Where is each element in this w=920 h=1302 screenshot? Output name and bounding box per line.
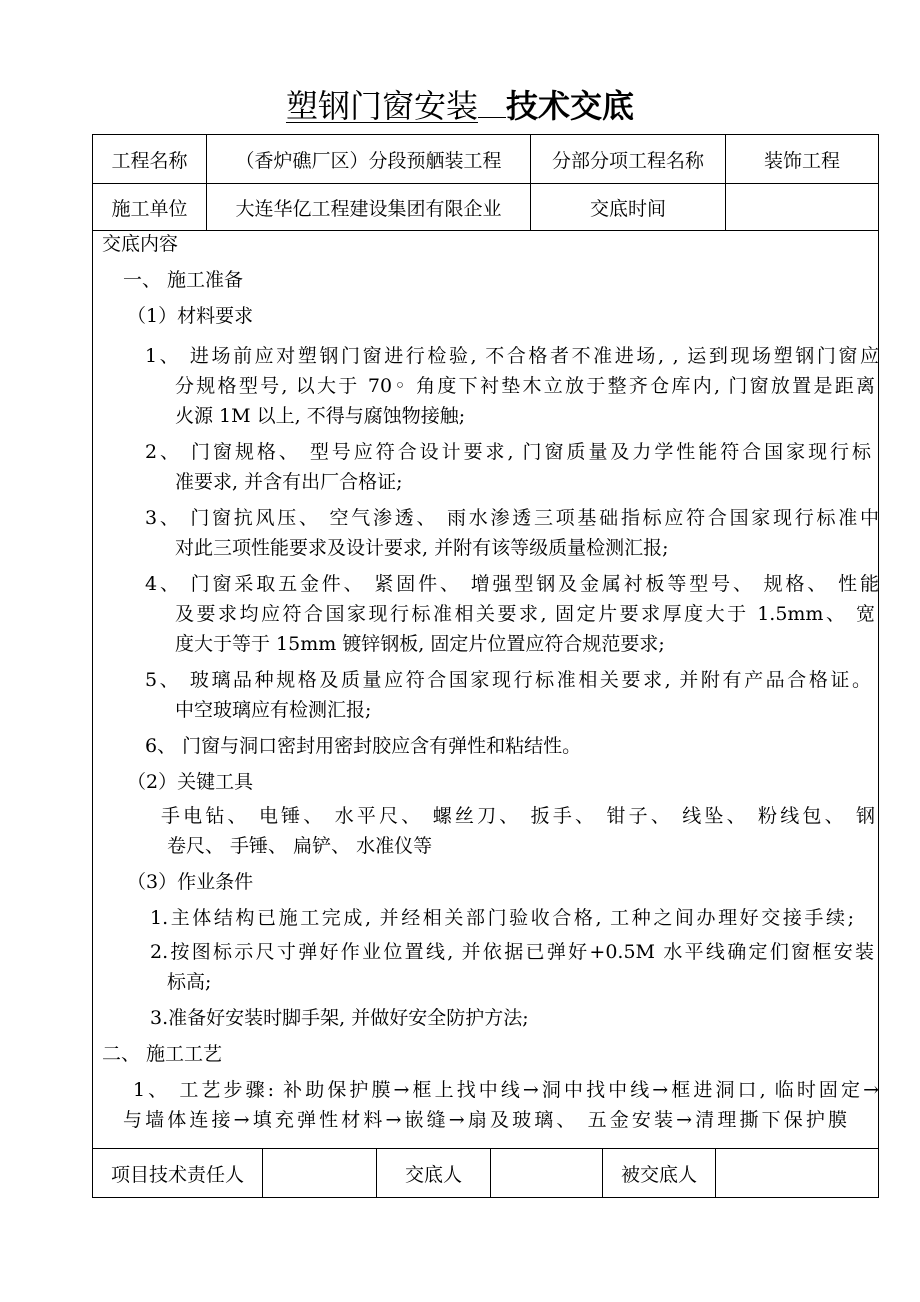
subsection-heading: （1）材料要求 xyxy=(127,305,254,327)
paragraph-line: 度大于等于 15mm 镀锌钢板, 固定片位置应符合规范要求; xyxy=(175,633,665,655)
subsection-heading: （3）作业条件 xyxy=(127,871,254,893)
content-heading: 交底内容 xyxy=(102,233,179,255)
paragraph-line: 5、 玻璃品种规格及质量应符合国家现行标准相关要求, 并附有产品合格证。 xyxy=(145,669,871,691)
paragraph-line: 中空玻璃应有检测汇报; xyxy=(175,699,372,721)
paragraph-line: 手电钻、 电锤、 水平尺、 螺丝刀、 扳手、 钳子、 线坠、 粉线包、 钢 xyxy=(161,805,875,827)
paragraph-line: 火源 1M 以上, 不得与腐蚀物接触; xyxy=(175,405,466,427)
paragraph-line: 及要求均应符合国家现行标准相关要求, 固定片要求厚度大于 1.5mm、 宽 xyxy=(175,603,875,625)
title-part2: 技术交底 xyxy=(506,87,635,125)
document-title xyxy=(0,84,920,128)
project-name-label: 工程名称 xyxy=(111,149,188,172)
row-divider xyxy=(93,230,878,231)
paragraph-line: 3、 门窗抗风压、 空气渗透、 雨水渗透三项基础指标应符合国家现行标准中 xyxy=(145,507,879,529)
paragraph-line: 4、 门窗采取五金件、 紧固件、 增强型钢及金属衬板等型号、 规格、 性能 xyxy=(145,573,879,595)
paragraph-line: 1、 工艺步骤: 补助保护膜→框上找中线→洞中找中线→框进洞口, 临时固定→ xyxy=(133,1079,879,1101)
date-label: 交底时间 xyxy=(589,197,666,220)
paragraph-line: 对此三项性能要求及设计要求, 并附有该等级质量检测汇报; xyxy=(175,537,669,559)
discloser-label: 交底人 xyxy=(404,1164,462,1186)
paragraph-line: 1.主体结构已施工完成, 并经相关部门验收合格, 工种之间办理好交接手续; xyxy=(150,907,854,929)
paragraph-line: 2.按图标示尺寸弹好作业位置线, 并依据已弹好+0.5M 水平线确定们窗框安装 xyxy=(150,941,874,963)
tech-lead-value xyxy=(263,1149,376,1198)
date-value xyxy=(726,184,878,230)
title-part1: 塑钢门窗安装 xyxy=(285,87,478,125)
disclosure-table xyxy=(92,134,879,1198)
paragraph-line: 标高; xyxy=(167,971,212,993)
receiver-value xyxy=(716,1149,878,1198)
paragraph-line: 3.准备好安装时脚手架, 并做好安全防护方法; xyxy=(150,1007,529,1029)
paragraph-line: 卷尺、 手锤、 扁铲、 水准仪等 xyxy=(167,835,433,857)
company-label: 施工单位 xyxy=(111,197,188,220)
tech-lead-label: 项目技术责任人 xyxy=(110,1164,244,1186)
project-name-value: （香炉礁厂区）分段预舾装工程 xyxy=(235,149,502,172)
title-underline-gap xyxy=(478,87,506,118)
paragraph-line: 6、 门窗与洞口密封用密封胶应含有弹性和粘结性。 xyxy=(145,735,582,757)
section-heading: 二、 施工工艺 xyxy=(102,1043,223,1065)
company-value: 大连华亿工程建设集团有限企业 xyxy=(235,197,502,220)
subproject-label: 分部分项工程名称 xyxy=(551,149,704,172)
paragraph-line: 1、 进场前应对塑钢门窗进行检验, 不合格者不准进场, , 运到现场塑钢门窗应 xyxy=(145,345,879,367)
section-heading: 一、 施工准备 xyxy=(123,269,244,291)
discloser-value xyxy=(491,1149,602,1198)
subproject-value: 装饰工程 xyxy=(763,149,840,172)
paragraph-line: 与墙体连接→填充弹性材料→嵌缝→扇及玻璃、 五金安装→清理撕下保护膜 xyxy=(123,1109,847,1131)
receiver-label: 被交底人 xyxy=(620,1164,697,1186)
paragraph-line: 分规格型号, 以大于 70◦ 角度下衬垫木立放于整齐仓库内, 门窗放置是距离 xyxy=(175,375,875,397)
paragraph-line: 2、 门窗规格、 型号应符合设计要求, 门窗质量及力学性能符合国家现行标 xyxy=(145,441,871,463)
subsection-heading: （2）关键工具 xyxy=(127,771,254,793)
paragraph-line: 准要求, 并含有出厂合格证; xyxy=(175,471,403,493)
